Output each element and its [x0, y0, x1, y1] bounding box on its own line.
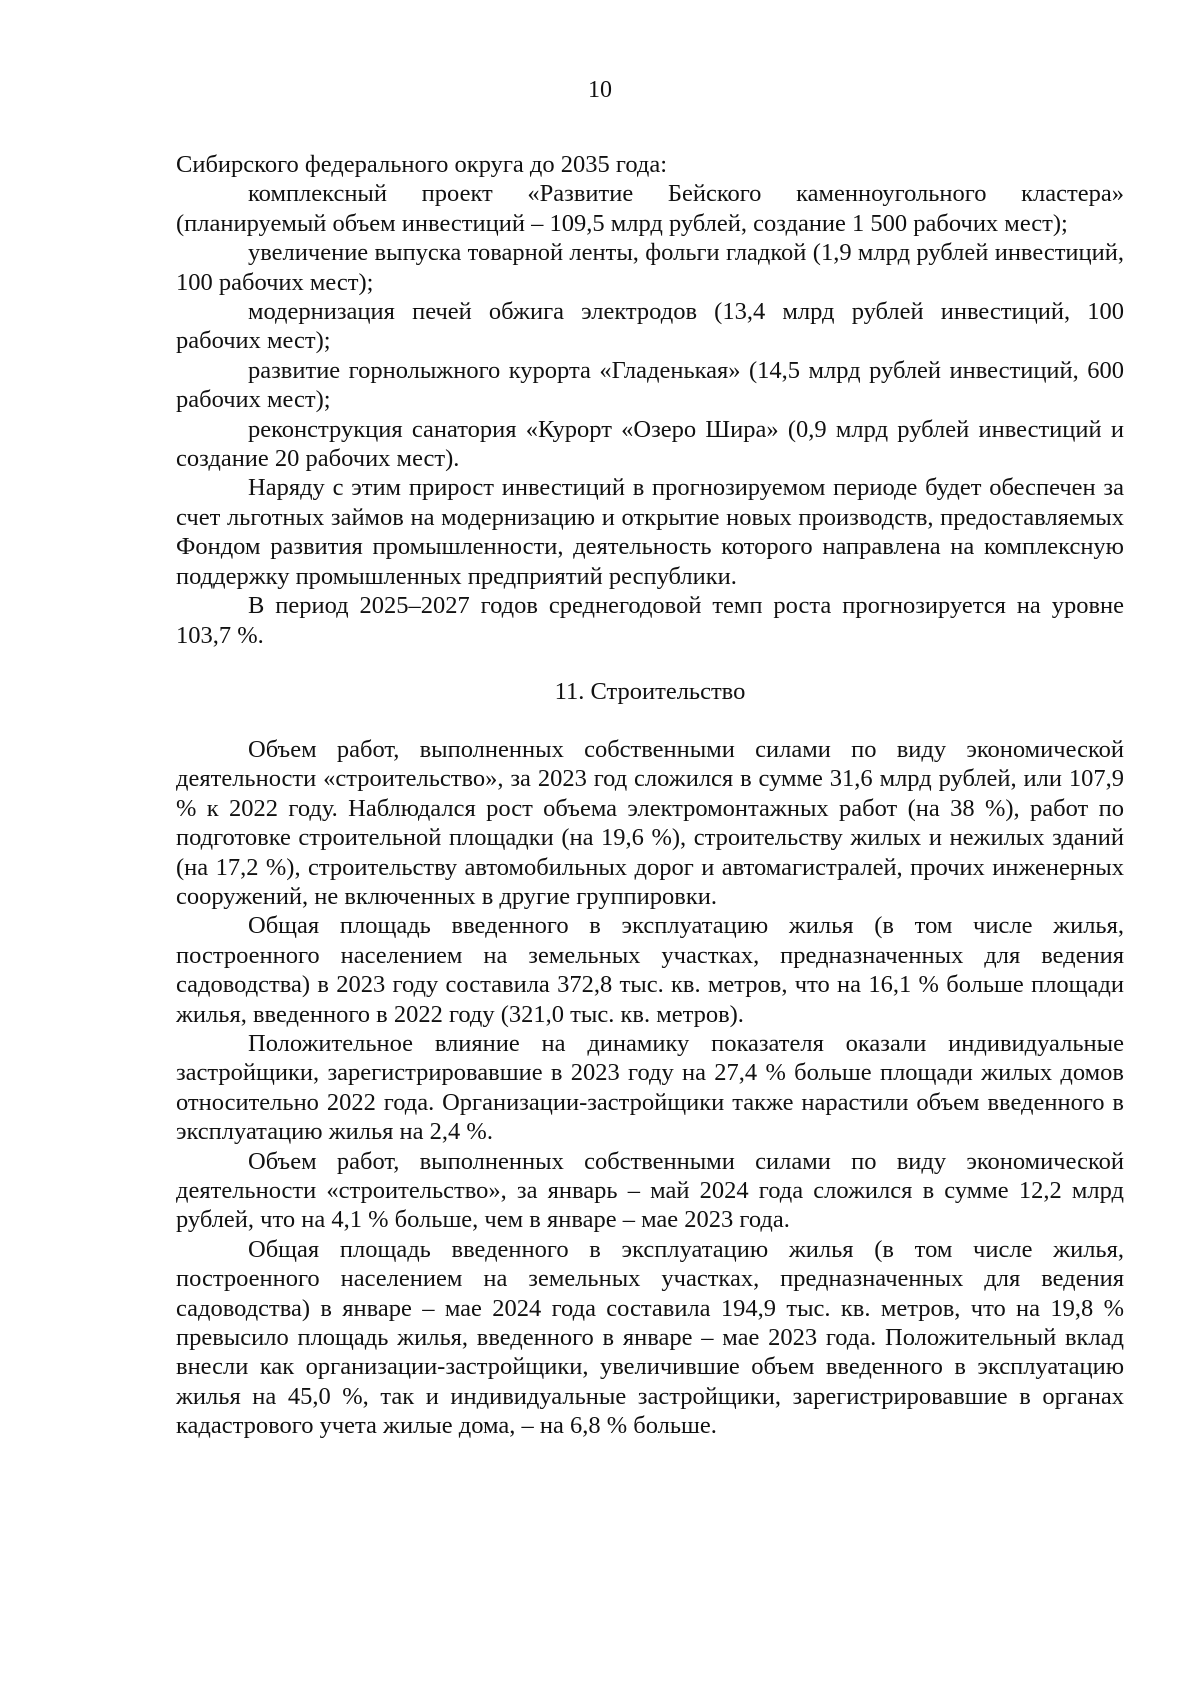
section-heading-construction: 11. Строительство [554, 677, 746, 705]
paragraph-electrode-furnaces: модернизация печей обжига электродов (13,4 млрд рублей инвестиций, 100 рабочих мест); [176, 298, 1124, 355]
investment-projects-section [176, 150, 1124, 1441]
paragraph-growth-forecast: В период 2025–2027 годов среднегодовой темп роста прогнозируется на уровне 103,7 %. [176, 592, 1124, 649]
paragraph-continuation: Сибирского федерального округа до 2035 года: [176, 151, 668, 178]
page-number: 10 [588, 77, 612, 103]
paragraph-individual-builders: Положительное влияние на динамику показателя оказали индивидуальные застройщики, зарегистрировавшие в 2023 году на 27,4 % больше площади жилых домов относительно 2022 года. Организации-застройщики также нарастили объем введенного в эксплуатацию жилья на 2,4 %. [176, 1029, 1124, 1146]
paragraph-housing-2024: Общая площадь введенного в эксплуатацию жилья (в том числе жилья, построенного населением на земельных участках, предназначенных для ведения садоводства) в январе – мае 2024 года составила 194,9 тыс. кв. метров, что на 19,8 % превысило площадь жилья, введенного в январе – мае 2023 года. Положительный вклад внесли как организации-застройщики, увеличившие объем введенного в эксплуатацию жилья на 45,0 %, так и индивидуальные застройщики, зарегистрировавшие в органах кадастрового учета жилые дома, – на 6,8 % больше. [176, 1235, 1124, 1440]
paragraph-construction-2024: Объем работ, выполненных собственными силами по виду экономической деятельности «строительство», за январь – май 2024 года сложился в сумме 12,2 млрд рублей, что на 4,1 % больше, чем в январе – мае 2023 года. [176, 1147, 1124, 1234]
paragraph-shira-sanatorium: реконструкция санатория «Курорт «Озеро Шира» (0,9 млрд рублей инвестиций и создание 20 рабочих мест). [176, 415, 1124, 473]
paragraph-industry-fund: Наряду с этим прирост инвестиций в прогнозируемом периоде будет обеспечен за счет льготных займов на модернизацию и открытие новых производств, предоставляемых Фондом развития промышленности, деятельность которого направлена на комплексную поддержку промышленных предприятий республики. [176, 474, 1124, 590]
paragraph-gladenkaya-resort: развитие горнолыжного курорта «Гладенькая» (14,5 млрд рублей инвестиций, 600 рабочих мест); [176, 356, 1124, 414]
paragraph-housing-2023: Общая площадь введенного в эксплуатацию жилья (в том числе жилья, построенного населением на земельных участках, предназначенных для ведения садоводства) в 2023 году составила 372,8 тыс. кв. метров, что на 16,1 % больше площади жилья, введенного в 2022 году (321,0 тыс. кв. метров). [176, 912, 1124, 1028]
paragraph-construction-2023: Объем работ, выполненных собственными силами по виду экономической деятельности «строительство», за 2023 год сложился в сумме 31,6 млрд рублей, или 107,9 % к 2022 году. Наблюдался рост объема электромонтажных работ (на 38 %), работ по подготовке строительной площадки (на 19,6 %), строительству жилых и нежилых зданий (на 17,2 %), строительству автомобильных дорог и автомагистралей, прочих инженерных сооружений, не включенных в другие группировки. [176, 735, 1124, 910]
paragraph-beysky-cluster: комплексный проект «Развитие Бейского каменноугольного кластера» (планируемый объем инвестиций – 109,5 млрд рублей, создание 1 500 рабочих мест); [176, 180, 1124, 237]
paragraph-foil-output: увеличение выпуска товарной ленты, фольги гладкой (1,9 млрд рублей инвестиций, 100 рабочих мест); [176, 239, 1124, 296]
